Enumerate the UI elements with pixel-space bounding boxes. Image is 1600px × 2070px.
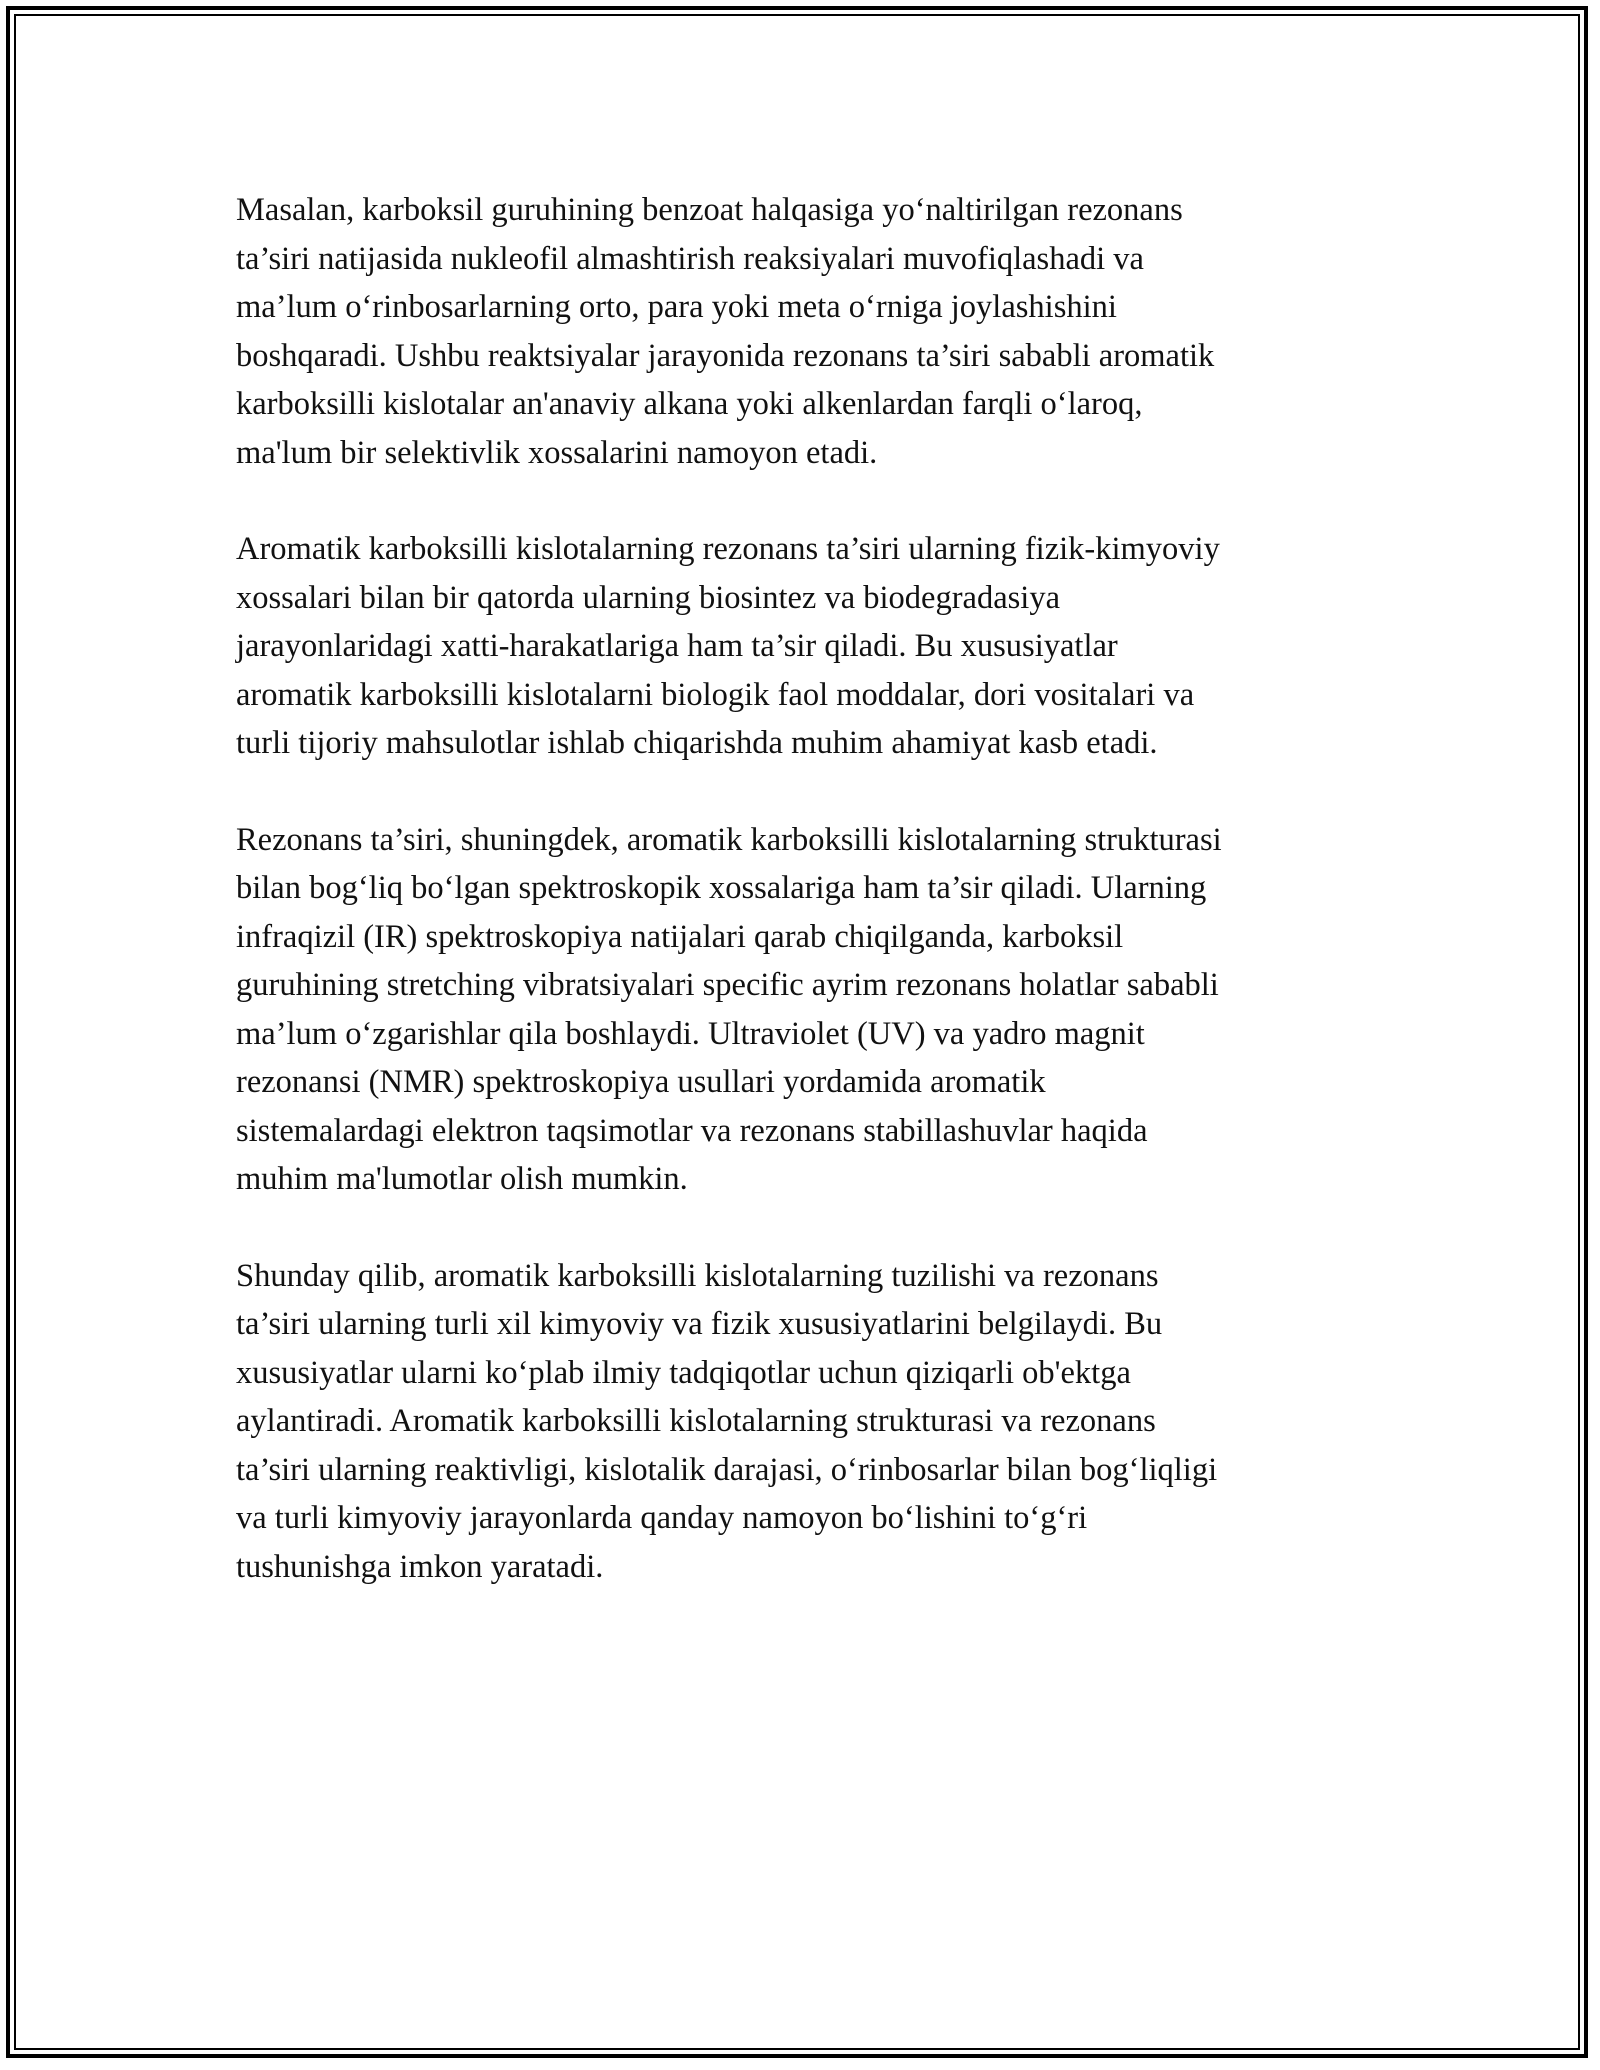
text-line: Shunday qilib, aromatik karboksilli kislotalarning tuzilishi va rezonans	[236, 1257, 1159, 1294]
text-line: bilan bog‘liq bo‘lgan spektroskopik xossalariga ham ta’sir qiladi. Ularning	[236, 870, 1207, 906]
paragraph-2	[236, 525, 1376, 768]
text-line: ma'lum bir selektivlik xossalarini namoyon etadi.	[236, 434, 878, 471]
text-line: tushunishga imkon yaratadi.	[236, 1548, 604, 1585]
text-line: muhim ma'lumotlar olish mumkin.	[236, 1161, 688, 1197]
text-line: jarayonlaridagi xatti-harakatlariga ham ta’sir qiladi. Bu xususiyatlar	[236, 628, 1118, 664]
text-line: infraqizil (IR) spektroskopiya natijalari qarab chiqilganda, karboksil	[236, 918, 1124, 955]
text-line: karboksilli kislotalar an'anaviy alkana yoki alkenlardan farqli o‘laroq,	[236, 386, 1143, 422]
text-line: ta’siri natijasida nukleofil almashtirish reaksiyalari muvofiqlashadi va	[236, 240, 1144, 277]
text-line: rezonansi (NMR) spektroskopiya usullari yordamida aromatik	[236, 1064, 1046, 1100]
text-line: ma’lum o‘zgarishlar qila boshlaydi. Ultraviolet (UV) va yadro magnit	[236, 1015, 1145, 1052]
text-line: ma’lum o‘rinbosarlarning orto, para yoki meta o‘rniga joylashishini	[236, 289, 1117, 325]
paragraph-1	[236, 186, 1376, 477]
text-line: ta’siri ularning reaktivligi, kislotalik darajasi, o‘rinbosarlar bilan bog‘liqligi	[236, 1451, 1218, 1488]
text-line: Masalan, karboksil guruhining benzoat halqasiga yo‘naltirilgan rezonans	[236, 192, 1183, 228]
paragraph-3	[236, 816, 1376, 1204]
text-line: sistemalardagi elektron taqsimotlar va rezonans stabillashuvlar haqida	[236, 1112, 1148, 1149]
text-line: ta’siri ularning turli xil kimyoviy va fizik xususiyatlarini belgilaydi. Bu	[236, 1306, 1163, 1342]
paragraph-4	[236, 1252, 1376, 1592]
text-line: Rezonans ta’siri, shuningdek, aromatik karboksilli kislotalarning strukturasi	[236, 821, 1222, 858]
text-line: turli tijoriy mahsulotlar ishlab chiqarishda muhim ahamiyat kasb etadi.	[236, 725, 1158, 761]
text-line: boshqaradi. Ushbu reaktsiyalar jarayonida rezonans ta’siri sababli aromatik	[236, 337, 1215, 374]
text-line: guruhining stretching vibratsiyalari specific ayrim rezonans holatlar sababli	[236, 967, 1219, 1003]
text-line: xossalari bilan bir qatorda ularning biosintez va biodegradasiya	[236, 579, 1060, 616]
text-line: Aromatik karboksilli kislotalarning rezonans ta’siri ularning fizik-kimyoviy	[236, 531, 1220, 567]
text-line: va turli kimyoviy jarayonlarda qanday namoyon bo‘lishini to‘g‘ri	[236, 1500, 1088, 1536]
text-line: aromatik karboksilli kislotalarni biologik faol moddalar, dori vositalari va	[236, 676, 1195, 713]
text-line: xususiyatlar ularni ko‘plab ilmiy tadqiqotlar uchun qiziqarli ob'ektga	[236, 1354, 1131, 1391]
document-body	[236, 186, 1376, 1639]
text-line: aylantiradi. Aromatik karboksilli kislotalarning strukturasi va rezonans	[236, 1403, 1156, 1439]
